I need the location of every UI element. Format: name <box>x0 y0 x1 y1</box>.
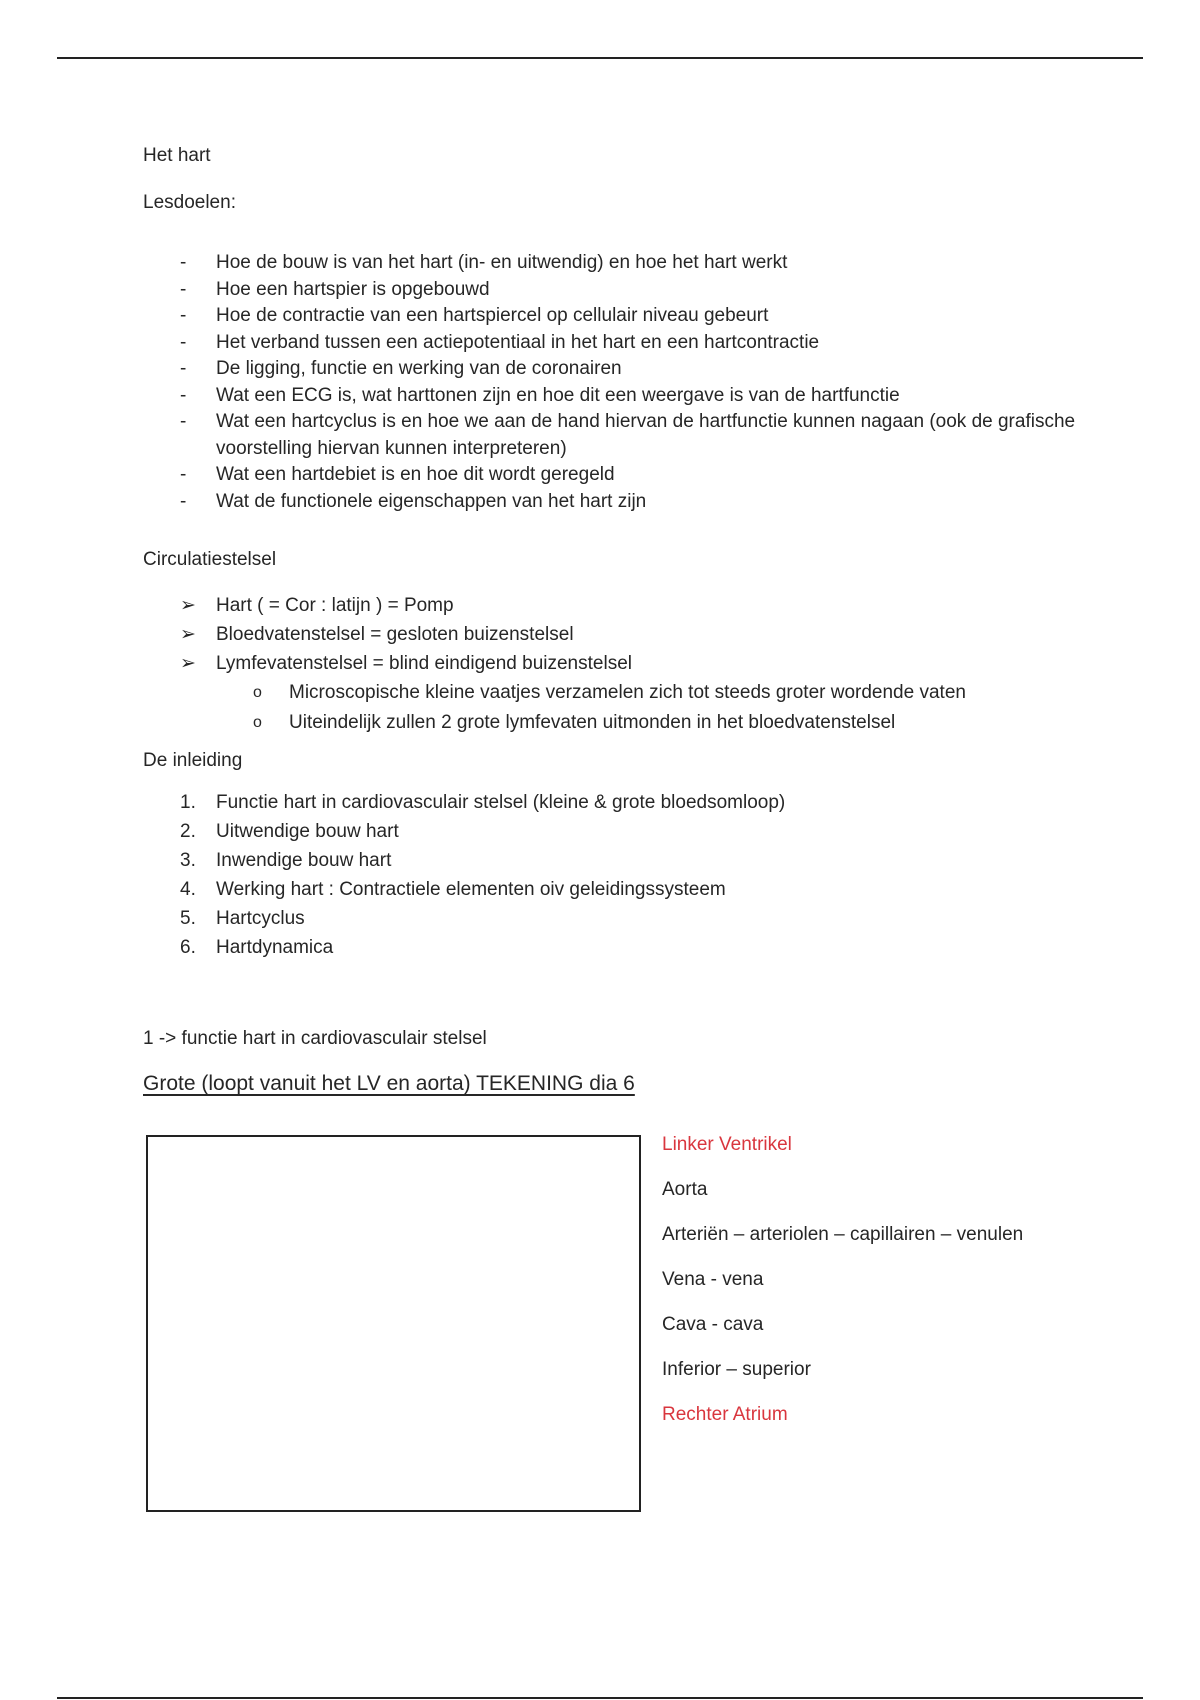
circulatie-heading: Circulatiestelsel <box>143 549 277 570</box>
document-body <box>143 143 1083 1098</box>
arrow-bullet-icon: ➢ <box>180 653 196 674</box>
dash-bullet: - <box>180 464 187 485</box>
dash-bullet: - <box>180 411 187 432</box>
dash-bullet: - <box>180 358 187 379</box>
dash-bullet: - <box>180 331 187 353</box>
grote-bloedsomloop-heading: Grote (loopt vanuit het LV en aorta) TEKENING dia 6 <box>143 1072 635 1095</box>
list-item: - Hoe de contractie van een hartspiercel op cellulair niveau gebeurt <box>143 303 1083 330</box>
list-item: 6. Hartdynamica <box>180 937 334 958</box>
list-item: 1. Functie hart in cardiovasculair stelsel (kleine & grote bloedsomloop) <box>180 792 786 813</box>
list-item: ➢ Lymfevatenstelsel = blind eindigend buizenstelsel <box>143 649 1083 678</box>
flow-label-vena: Vena - vena <box>662 1269 764 1290</box>
circulatie-list <box>143 591 1083 678</box>
flow-labels <box>662 1132 1162 1447</box>
dash-bullet: - <box>180 490 187 512</box>
list-item: 4. Werking hart : Contractiele elementen oiv geleidingssysteem <box>180 879 726 900</box>
functie-heading: 1 -> functie hart in cardiovasculair stelsel <box>143 1028 487 1049</box>
inleiding-list <box>143 788 1083 962</box>
arrow-bullet-icon: ➢ <box>180 624 196 645</box>
inleiding-heading: De inleiding <box>143 750 243 771</box>
arrow-bullet-icon: ➢ <box>180 595 196 616</box>
lesdoelen-list <box>143 250 1083 515</box>
flow-label-linker-ventrikel: Linker Ventrikel <box>662 1134 792 1155</box>
list-item: o Microscopische kleine vaatjes verzamelen zich tot steeds groter wordende vaten <box>143 678 1083 708</box>
list-item: - Wat de functionele eigenschappen van het hart zijn <box>143 489 1083 516</box>
list-item: - Wat een hartcyclus is en hoe we aan de hand hiervan de hartfunctie kunnen nagaan (ook de grafische voorstelling hiervan kunnen interpreteren) <box>180 411 1076 459</box>
dash-bullet: - <box>180 384 187 406</box>
document-title: Het hart <box>143 145 211 166</box>
list-item: 2. Uitwendige bouw hart <box>180 821 399 842</box>
list-item: - Wat een hartdebiet is en hoe dit wordt geregeld <box>143 462 1083 489</box>
list-item: - De ligging, functie en werking van de coronairen <box>143 356 1083 383</box>
list-item: 5. Hartcyclus <box>180 908 305 929</box>
footer-rule <box>57 1697 1143 1699</box>
dash-bullet: - <box>180 305 187 326</box>
drawing-placeholder-box <box>146 1135 641 1512</box>
list-item: ➢ Hart ( = Cor : latijn ) = Pomp <box>143 591 1083 620</box>
lymfe-sublist <box>143 678 1083 738</box>
dash-bullet: - <box>180 278 187 300</box>
list-item: - Hoe een hartspier is opgebouwd <box>143 277 1083 304</box>
list-item: - Wat een ECG is, wat harttonen zijn en hoe dit een weergave is van de hartfunctie <box>143 383 1083 410</box>
flow-label-inferior-superior: Inferior – superior <box>662 1359 811 1380</box>
flow-label-rechter-atrium: Rechter Atrium <box>662 1404 788 1425</box>
header-rule <box>57 57 1143 59</box>
list-item: ➢ Bloedvatenstelsel = gesloten buizenstelsel <box>143 620 1083 649</box>
list-item: 3. Inwendige bouw hart <box>180 850 392 871</box>
list-item: - Het verband tussen een actiepotentiaal in het hart en een hartcontractie <box>143 330 1083 357</box>
lesdoelen-label: Lesdoelen: <box>143 192 236 213</box>
circle-bullet-icon: o <box>253 714 262 731</box>
flow-label-aorta: Aorta <box>662 1179 708 1200</box>
circle-bullet-icon: o <box>253 684 262 701</box>
list-item: - Hoe de bouw is van het hart (in- en uitwendig) en hoe het hart werkt <box>143 250 1083 277</box>
flow-label-vessels: Arteriën – arteriolen – capillairen – venulen <box>662 1224 1024 1245</box>
list-item: o Uiteindelijk zullen 2 grote lymfevaten uitmonden in het bloedvatenstelsel <box>143 708 1083 738</box>
flow-label-cava: Cava - cava <box>662 1314 764 1335</box>
dash-bullet: - <box>180 252 187 273</box>
